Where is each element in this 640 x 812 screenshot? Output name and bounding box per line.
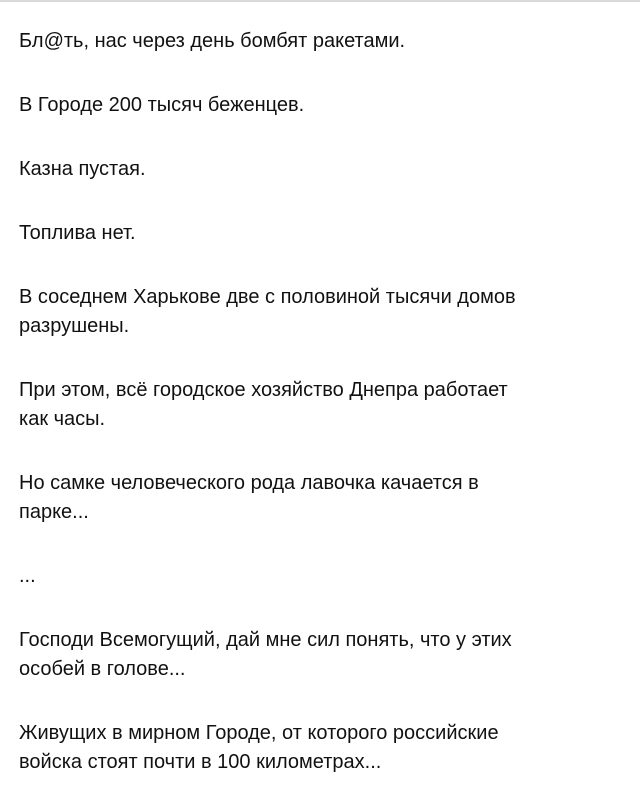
paragraph-7: Но самке человеческого рода лавочка качается в парке... (19, 472, 479, 523)
top-divider (0, 0, 640, 2)
paragraph-6: При этом, всё городское хозяйство Днепра работает как часы. (19, 379, 508, 430)
paragraph-5: В соседнем Харькове две с половиной тысячи домов разрушены. (19, 286, 516, 337)
paragraph-1: Бл@ть, нас через день бомбят ракетами. (19, 30, 406, 52)
paragraph-2: В Городе 200 тысяч беженцев. (19, 94, 305, 116)
paragraph-3: Казна пустая. (19, 158, 146, 180)
post-text (19, 27, 619, 812)
paragraph-4: Топлива нет. (19, 222, 136, 244)
paragraph-10: Живущих в мирном Городе, от которого российские войска стоят почти в 100 километрах... (19, 722, 499, 773)
paragraph-8: ... (19, 565, 36, 587)
paragraph-9: Господи Всемогущий, дай мне сил понять, что у этих особей в голове... (19, 629, 512, 680)
